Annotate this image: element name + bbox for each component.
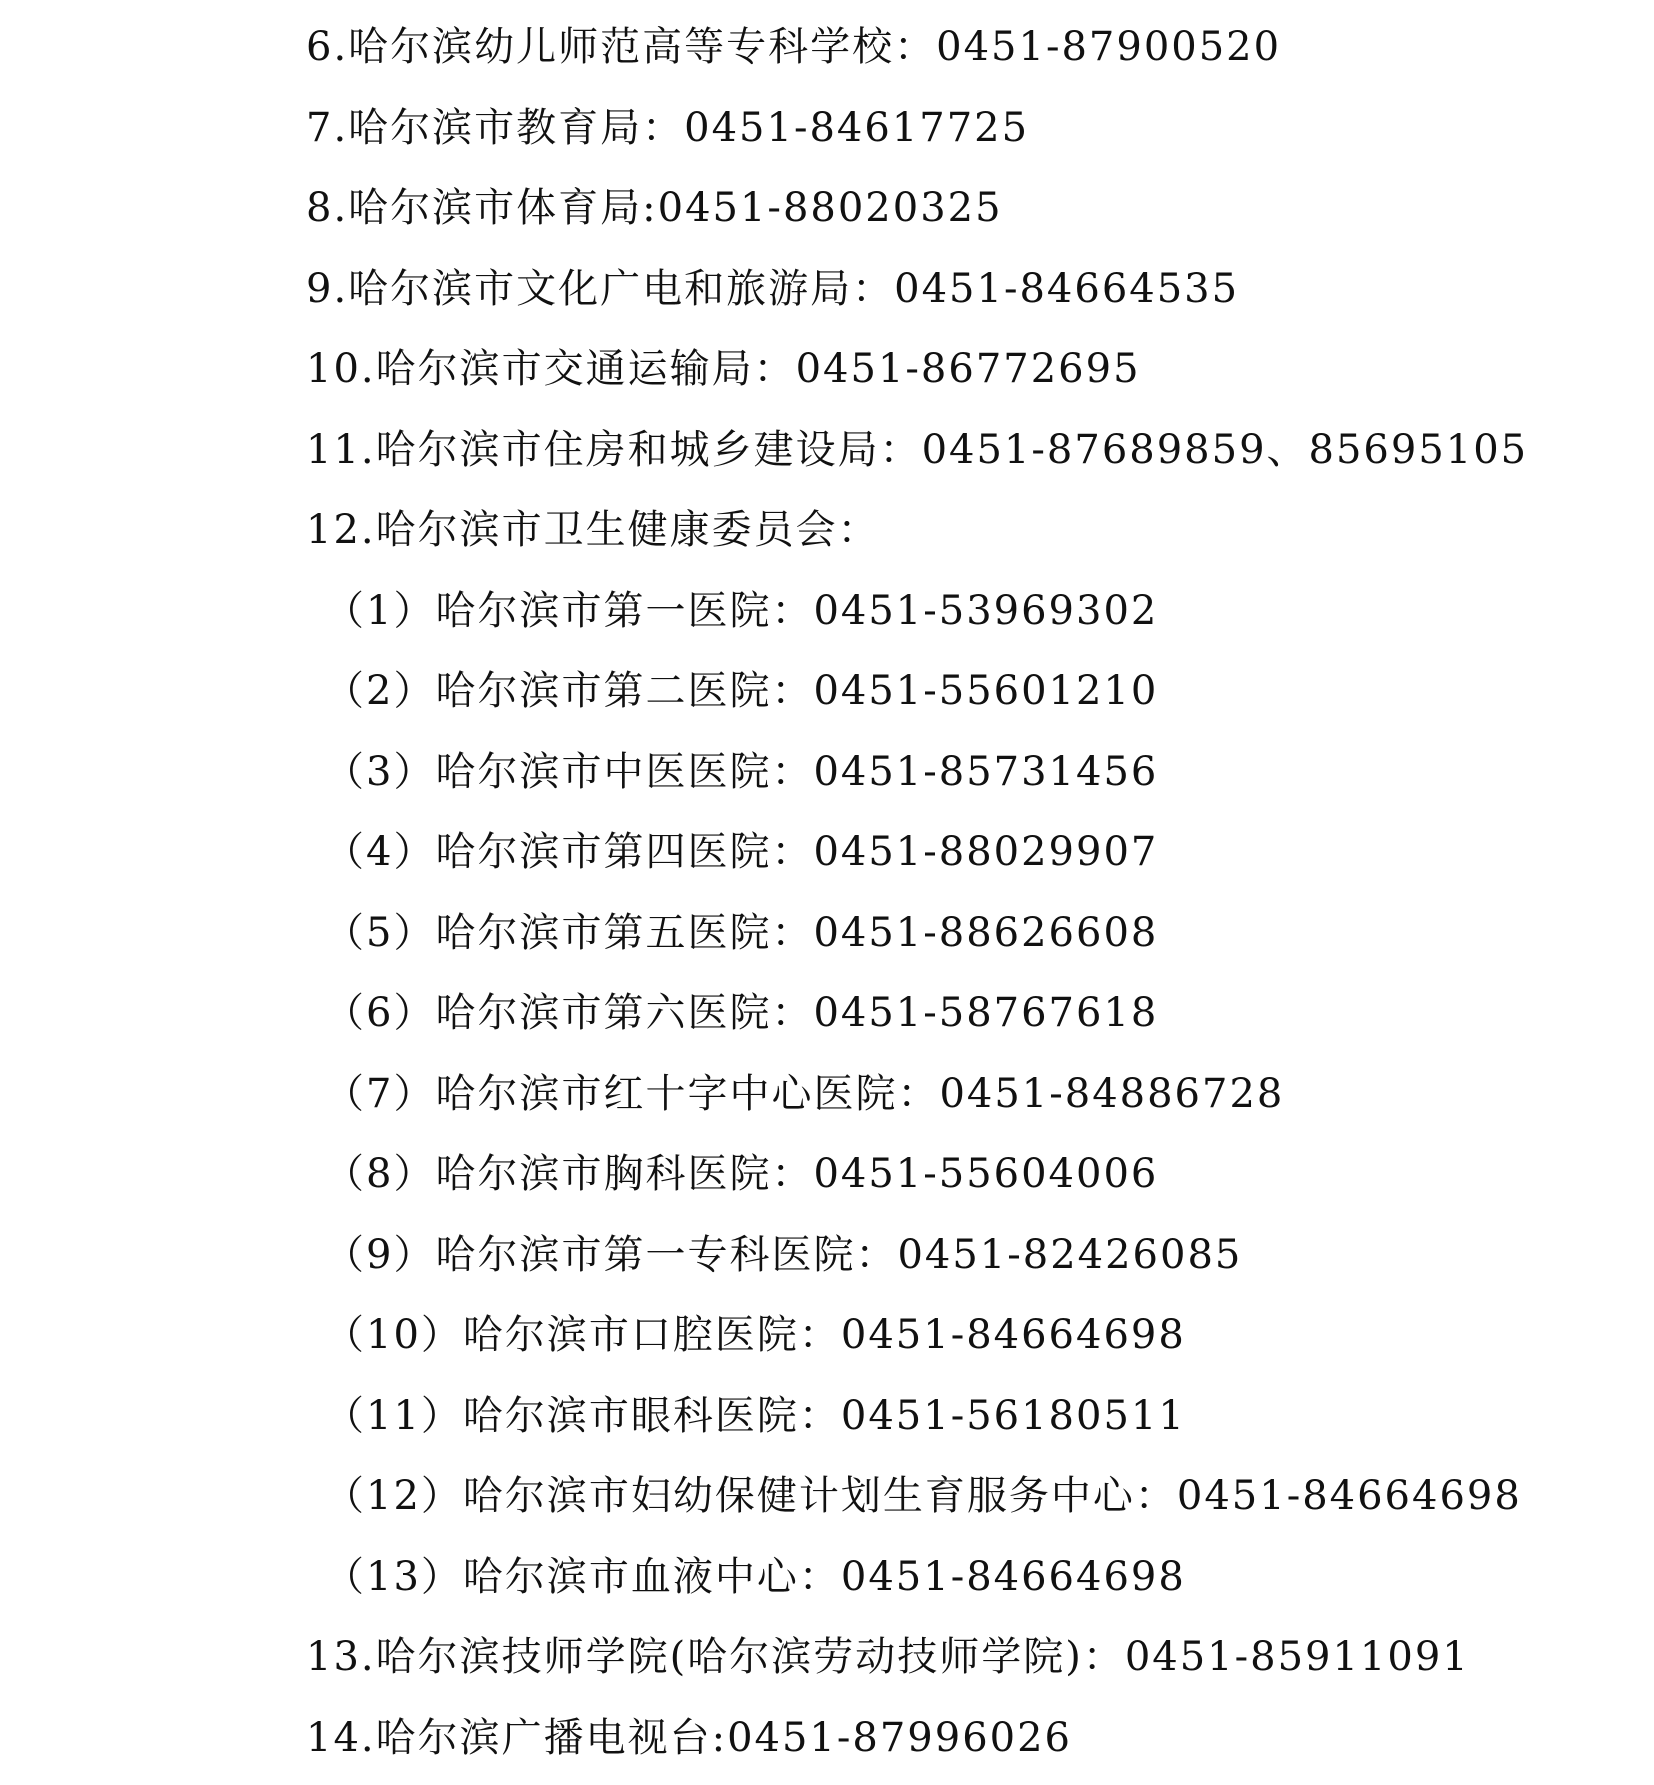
sub-list-item: （13）哈尔滨市血液中心：0451-84664698 xyxy=(306,1544,1606,1625)
sub-list-item: （2）哈尔滨市第二医院：0451-55601210 xyxy=(306,658,1606,739)
list-item: 8.哈尔滨市体育局:0451-88020325 xyxy=(306,175,1606,256)
sub-list-item: （12）哈尔滨市妇幼保健计划生育服务中心：0451-84664698 xyxy=(306,1463,1606,1544)
sub-list-item: （8）哈尔滨市胸科医院：0451-55604006 xyxy=(306,1141,1606,1222)
sub-list-item: （11）哈尔滨市眼科医院：0451-56180511 xyxy=(306,1383,1606,1464)
contact-list xyxy=(306,14,1606,1785)
list-item: 10.哈尔滨市交通运输局：0451-86772695 xyxy=(306,336,1606,417)
list-item: 7.哈尔滨市教育局：0451-84617725 xyxy=(306,95,1606,176)
sub-list-item: （4）哈尔滨市第四医院：0451-88029907 xyxy=(306,819,1606,900)
sub-list-item: （3）哈尔滨市中医医院：0451-85731456 xyxy=(306,739,1606,820)
sub-list-item: （1）哈尔滨市第一医院：0451-53969302 xyxy=(306,578,1606,659)
sub-list-item: （10）哈尔滨市口腔医院：0451-84664698 xyxy=(306,1302,1606,1383)
sub-list-item: （5）哈尔滨市第五医院：0451-88626608 xyxy=(306,900,1606,981)
sub-list-item: （9）哈尔滨市第一专科医院：0451-82426085 xyxy=(306,1222,1606,1303)
list-item: 13.哈尔滨技师学院(哈尔滨劳动技师学院)：0451-85911091 xyxy=(306,1624,1606,1705)
sub-list-item: （7）哈尔滨市红十字中心医院：0451-84886728 xyxy=(306,1061,1606,1142)
sub-list-item: （6）哈尔滨市第六医院：0451-58767618 xyxy=(306,980,1606,1061)
list-item: 11.哈尔滨市住房和城乡建设局：0451-87689859、85695105 xyxy=(306,417,1606,498)
list-item: 9.哈尔滨市文化广电和旅游局：0451-84664535 xyxy=(306,256,1606,337)
list-item: 6.哈尔滨幼儿师范高等专科学校：0451-87900520 xyxy=(306,14,1606,95)
list-item-heading: 12.哈尔滨市卫生健康委员会： xyxy=(306,497,1606,578)
list-item: 14.哈尔滨广播电视台:0451-87996026 xyxy=(306,1705,1606,1785)
